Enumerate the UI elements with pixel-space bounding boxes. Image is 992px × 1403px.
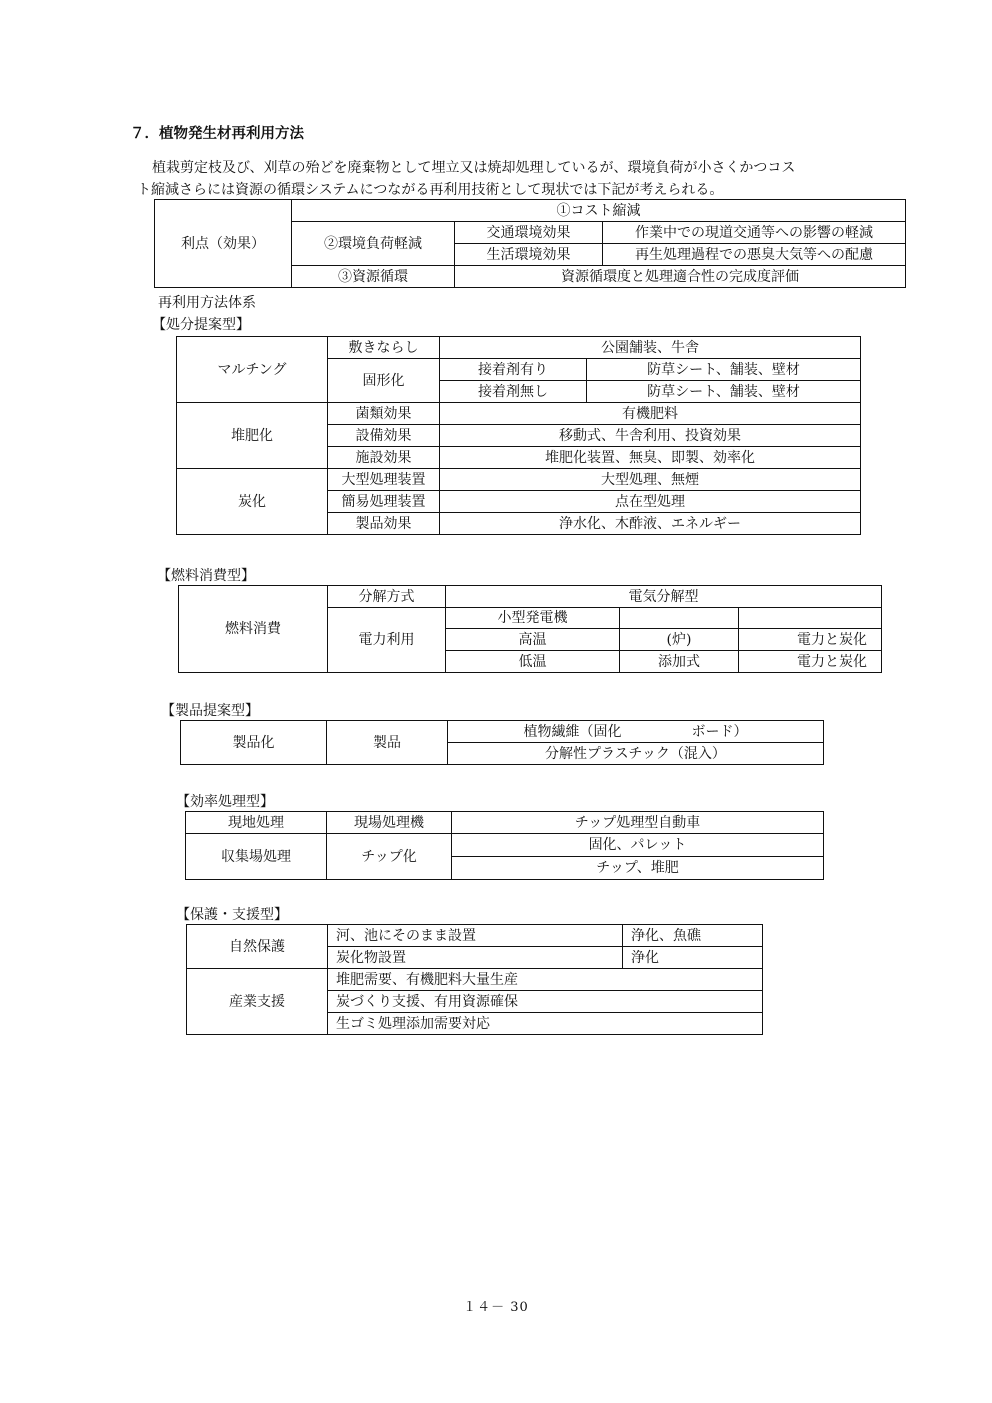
efficiency-table [185, 811, 824, 880]
large-device: 大型処理装置 [328, 469, 440, 491]
system-label: 再利用方法体系 [158, 295, 256, 311]
simple-device: 簡易処理装置 [328, 491, 440, 513]
empty-cell [739, 608, 882, 629]
facility-effect: 施設効果 [328, 447, 440, 469]
additive-type: 添加式 [620, 651, 739, 673]
merits-table [154, 199, 906, 288]
spread-use: 公園舗装、牛舎 [440, 337, 861, 359]
chip-use-1: 固化、パレット [452, 834, 824, 857]
without-adhesive-use: 防草シート、舗装、壁材 [587, 381, 861, 403]
cost-reduction: ①コスト縮減 [292, 200, 906, 222]
carbide-placement: 炭化物設置 [328, 947, 623, 969]
efficiency-heading: 【効率処理型】 [176, 794, 274, 810]
furnace: (炉) [620, 629, 739, 651]
section-title: ７．植物発生材再利用方法 [130, 126, 304, 142]
industry-support: 産業支援 [187, 969, 328, 1035]
mulching: マルチング [177, 337, 328, 403]
low-temp: 低温 [446, 651, 620, 673]
disposal-heading: 【処分提案型】 [152, 317, 250, 333]
traffic-effect-desc: 作業中での現道交通等への影響の軽減 [603, 222, 906, 244]
fuel-table [178, 585, 882, 673]
intro-line-1: 植栽剪定枝及び、刈草の殆どを廃棄物として埋立又は焼却処理しているが、環境負荷が小さくかつコス [152, 160, 796, 176]
page-number: １４－ 30 [463, 1300, 529, 1315]
empty-cell [620, 608, 739, 629]
decomp-value: 電気分解型 [446, 586, 882, 608]
nature-protection: 自然保護 [187, 925, 328, 969]
productize-heading: 【製品提案型】 [161, 703, 259, 719]
protection-heading: 【保護・支援型】 [176, 907, 288, 923]
disposal-table [176, 336, 861, 535]
plant-fiber: 植物繊維（固化 ボード） [448, 721, 824, 743]
equipment-use: 移動式、牛舎利用、投資効果 [440, 425, 861, 447]
low-temp-result: 電力と炭化 [739, 651, 882, 673]
carbide-effect: 浄化 [623, 947, 763, 969]
equipment-effect: 設備効果 [328, 425, 440, 447]
onsite-use: チップ処理型自動車 [452, 812, 824, 834]
biodegradable-plastic: 分解性プラスチック（混入） [448, 743, 824, 765]
productize-table [180, 720, 824, 765]
protection-table [186, 924, 763, 1035]
traffic-effect: 交通環境効果 [455, 222, 603, 244]
onsite-machine: 現場処理機 [327, 812, 452, 834]
simple-device-use: 点在型処理 [440, 491, 861, 513]
power-use: 電力利用 [328, 608, 446, 673]
industry-item-3: 生ゴミ処理添加需要対応 [328, 1013, 763, 1035]
product-effect: 製品効果 [328, 513, 440, 535]
with-adhesive: 接着剤有り [440, 359, 587, 381]
decomp-method: 分解方式 [328, 586, 446, 608]
small-generator: 小型発電機 [446, 608, 620, 629]
carbonize: 炭化 [177, 469, 328, 535]
fungi-effect: 菌類効果 [328, 403, 440, 425]
high-temp-result: 電力と炭化 [739, 629, 882, 651]
with-adhesive-use: 防草シート、舗装、壁材 [587, 359, 861, 381]
fuel-heading: 【燃料消費型】 [157, 568, 255, 584]
fungi-use: 有機肥料 [440, 403, 861, 425]
intro-line-2: ト縮減さらには資源の循環システムにつながる再利用技術として現状では下記が考えられる。 [137, 182, 724, 198]
chipping: チップ化 [327, 834, 452, 880]
without-adhesive: 接着剤無し [440, 381, 587, 403]
chip-use-2: チップ、堆肥 [452, 857, 824, 880]
fuel-consumption: 燃料消費 [179, 586, 328, 673]
product: 製品 [327, 721, 448, 765]
solidify: 固形化 [328, 359, 440, 403]
product-effect-use: 浄水化、木酢液、エネルギー [440, 513, 861, 535]
compost: 堆肥化 [177, 403, 328, 469]
living-effect-desc: 再生処理過程での悪臭大気等への配慮 [603, 244, 906, 266]
resource-cycle: ③資源循環 [292, 266, 455, 288]
productize-label: 製品化 [181, 721, 327, 765]
industry-item-2: 炭づくり支援、有用資源確保 [328, 991, 763, 1013]
spread: 敷きならし [328, 337, 440, 359]
river-effect: 浄化、魚礁 [623, 925, 763, 947]
merits-label: 利点（効果） [155, 200, 292, 288]
onsite-processing: 現地処理 [186, 812, 327, 834]
env-load-reduction: ②環境負荷軽減 [292, 222, 455, 266]
high-temp: 高温 [446, 629, 620, 651]
collection-processing: 収集場処理 [186, 834, 327, 880]
industry-item-1: 堆肥需要、有機肥料大量生産 [328, 969, 763, 991]
large-device-use: 大型処理、無煙 [440, 469, 861, 491]
resource-cycle-desc: 資源循環度と処理適合性の完成度評価 [455, 266, 906, 288]
living-effect: 生活環境効果 [455, 244, 603, 266]
facility-use: 堆肥化装置、無臭、即製、効率化 [440, 447, 861, 469]
river-placement: 河、池にそのまま設置 [328, 925, 623, 947]
